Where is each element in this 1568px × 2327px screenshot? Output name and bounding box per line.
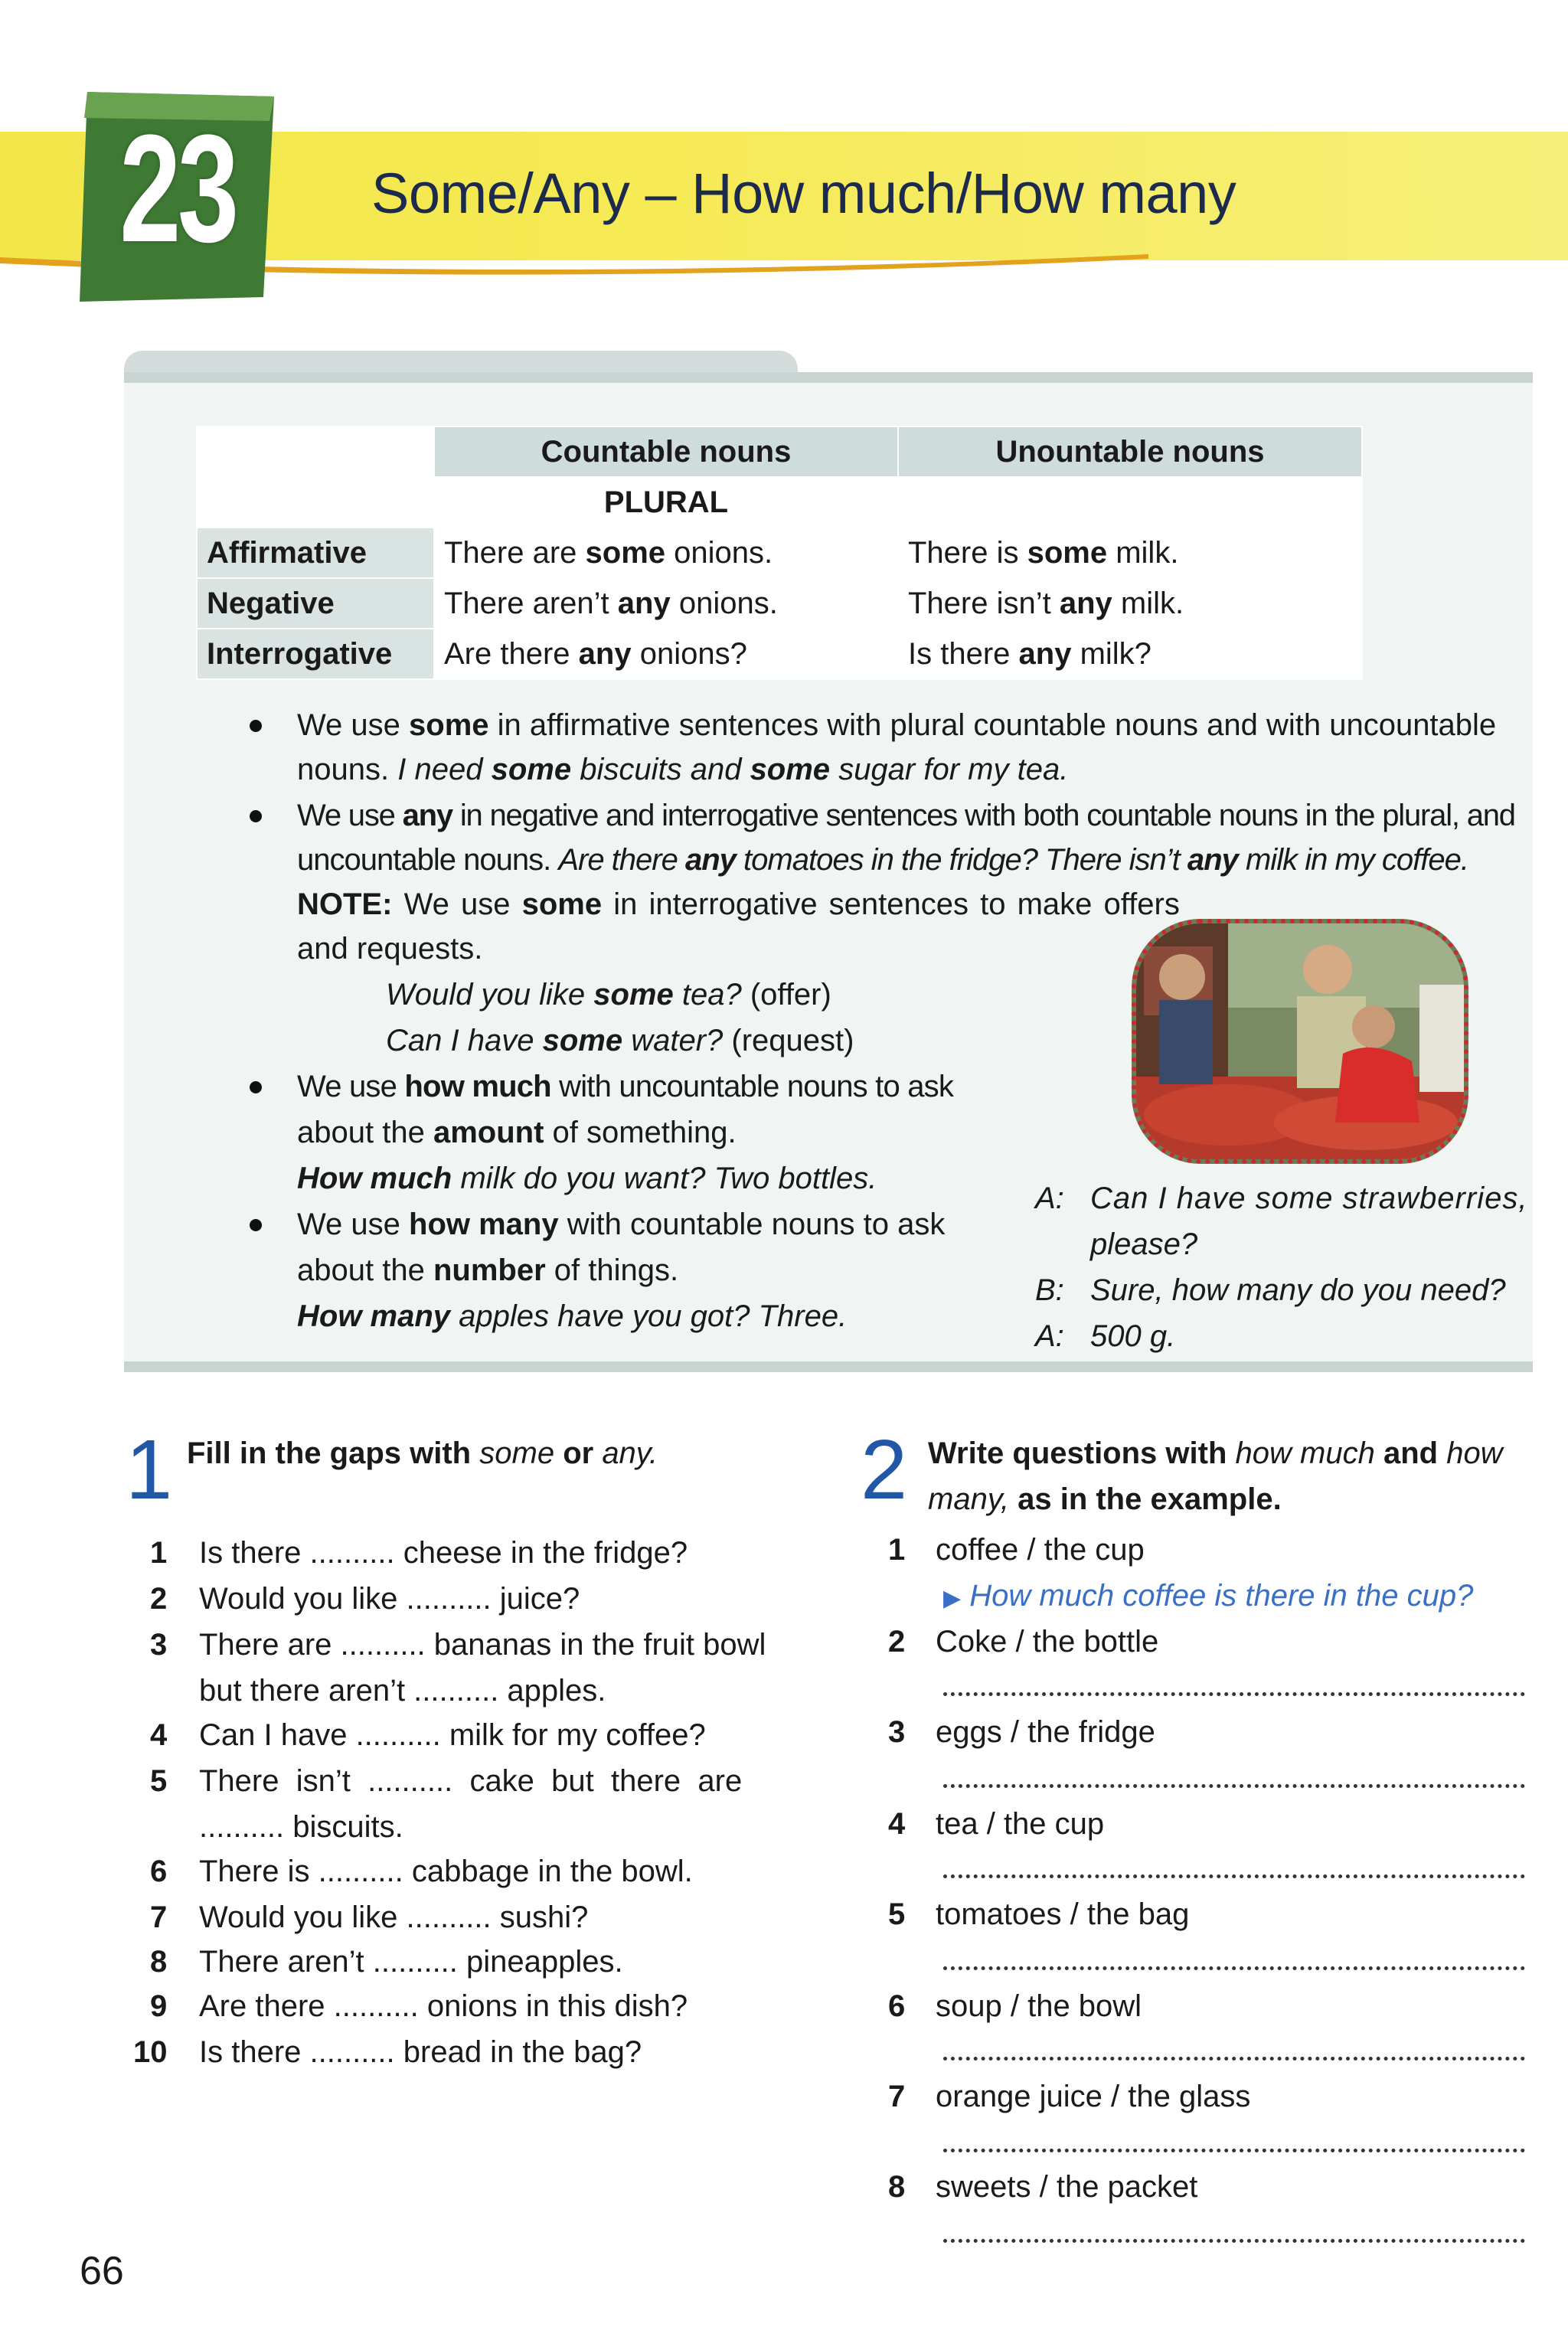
ex1-item-text: Would you like .......... juice?: [199, 1582, 580, 1616]
market-photo: [1132, 919, 1468, 1164]
table-keyword: some: [1027, 536, 1108, 570]
ex2-item-number: 5: [888, 1897, 906, 1931]
instruction-text: as in the example.: [1018, 1482, 1282, 1516]
ex2-item-number: 4: [888, 1807, 906, 1841]
ex1-item-number: 7: [150, 1900, 168, 1934]
answer-line[interactable]: [943, 1784, 1525, 1788]
ex2-item-number: 6: [888, 1989, 906, 2023]
cell-text: There is some milk.: [908, 536, 1179, 570]
rule-1-line-2: [297, 747, 1068, 792]
rule-example: I need: [397, 753, 483, 786]
row-label: Negative: [197, 578, 434, 629]
instruction-text: Fill in the gaps with: [187, 1436, 472, 1470]
instruction-keyword: any.: [602, 1436, 658, 1470]
rule-keyword: how many: [409, 1208, 559, 1241]
exercise-1-instruction: [187, 1430, 658, 1476]
rule-keyword: amount: [433, 1116, 544, 1149]
rule-text: We use: [297, 799, 395, 832]
ex1-item-number: 6: [150, 1855, 168, 1888]
dialogue-line: 500 g.: [1090, 1319, 1176, 1353]
rule-text: about the: [297, 1116, 425, 1149]
rule-text: with countable nouns to ask: [567, 1208, 946, 1241]
rule-text: We use: [297, 708, 400, 742]
ex1-item-text: There aren’t .......... pineapples.: [199, 1945, 623, 1979]
cell-uncountable: [898, 629, 1362, 679]
rule-keyword: some: [521, 887, 603, 921]
rule-4-line-2: [297, 1248, 678, 1293]
ex1-item-number: 10: [133, 2035, 168, 2069]
ex2-item-number: 1: [888, 1533, 906, 1567]
grammar-table: [196, 426, 1363, 680]
instruction-keyword: many,: [928, 1482, 1009, 1516]
instruction-keyword: how much: [1235, 1436, 1375, 1470]
instruction-text: and: [1383, 1436, 1439, 1470]
exercise-2-instruction-line-2: [928, 1476, 1282, 1522]
exercise-2-number: 2: [861, 1423, 908, 1517]
cell-countable: [434, 528, 898, 578]
rule-2-line-1: [297, 793, 1515, 838]
rule-example: apples have you got? Three.: [459, 1299, 848, 1333]
ex2-item-number: 7: [888, 2080, 906, 2113]
answer-line[interactable]: [943, 1692, 1525, 1696]
note-example-offer: [386, 972, 831, 1017]
page-number: 66: [80, 2249, 124, 2293]
dialogue-line: Can I have some strawberries,: [1090, 1181, 1528, 1215]
dialogue-line: please?: [1090, 1227, 1198, 1261]
rule-example: water?: [631, 1024, 724, 1057]
rule-text: in interrogative sentences to make offers: [613, 887, 1180, 921]
ex2-example: [943, 1573, 1473, 1622]
note-example-request: [386, 1018, 854, 1063]
rule-3-line-1: [297, 1064, 953, 1109]
dialogue-speaker: A:: [1035, 1181, 1064, 1215]
ex1-item-number: 3: [150, 1628, 168, 1662]
ex1-item-number: 4: [150, 1718, 168, 1752]
cell-text: There isn’t any milk.: [908, 587, 1184, 620]
ex1-item-text-cont: but there aren’t .......... apples.: [199, 1674, 606, 1708]
rule-keyword: any: [1187, 843, 1238, 877]
rule-keyword: some: [542, 1024, 623, 1057]
cell-text: Is there any milk?: [908, 637, 1152, 671]
ex1-item-text: Are there .......... onions in this dish?: [199, 1989, 688, 2023]
ex2-item-text: eggs / the fridge: [936, 1715, 1155, 1749]
table-keyword: any: [578, 637, 632, 671]
ex1-item-number: 1: [150, 1536, 168, 1570]
bullet-icon: [250, 1219, 262, 1231]
answer-line[interactable]: [943, 2057, 1525, 2061]
ex1-item-text: Is there .......... bread in the bag?: [199, 2035, 642, 2069]
ex1-item-text: There is .......... cabbage in the bowl.: [199, 1855, 693, 1888]
rule-example: tea?: [681, 978, 742, 1012]
play-arrow-icon: ▶: [943, 1586, 962, 1611]
cell-countable: [434, 629, 898, 679]
table-keyword: any: [1018, 637, 1072, 671]
cell-text: Are there any onions?: [444, 637, 747, 671]
market-photo-illustration: [1136, 923, 1468, 1164]
exercise-1-number: 1: [126, 1423, 173, 1517]
ex1-item-text: Would you like .......... sushi?: [199, 1900, 589, 1934]
rule-text: We use: [297, 1070, 397, 1103]
rule-example: Are there: [558, 843, 678, 877]
table-keyword: any: [617, 587, 671, 620]
rule-text: (request): [731, 1024, 854, 1057]
ex1-item-text: There isn’t .......... cake but there are: [199, 1764, 743, 1798]
ex2-item-text: sweets / the packet: [936, 2170, 1198, 2204]
instruction-keyword: how: [1446, 1436, 1503, 1470]
rule-1-line-1: [297, 703, 1496, 747]
instruction-keyword: some: [479, 1436, 555, 1470]
exercise-2-instruction-line-1: [928, 1430, 1503, 1476]
rule-text: uncountable nouns.: [297, 843, 551, 877]
answer-line[interactable]: [943, 2149, 1525, 2152]
rule-keyword: some: [593, 978, 674, 1012]
rule-text: and requests.: [297, 932, 483, 966]
table-keyword: any: [1059, 587, 1112, 620]
table-row: [197, 578, 1362, 629]
ex1-item-number: 5: [150, 1764, 168, 1798]
cell-uncountable: [898, 528, 1362, 578]
rule-text: (offer): [750, 978, 831, 1012]
rule-keyword: some: [750, 753, 831, 786]
cell-countable: [434, 578, 898, 629]
rule-text: in negative and interrogative sentences with both countable nouns in the plural, and: [459, 799, 1515, 832]
rule-text: nouns.: [297, 753, 390, 786]
rule-example: biscuits and: [580, 753, 742, 786]
rule-text: in affirmative sentences with plural countable nouns and with uncountable: [497, 708, 1497, 742]
rule-keyword: any: [684, 843, 736, 877]
rule-example: tomatoes in the fridge? There isn’t: [743, 843, 1180, 877]
rule-2-line-2: [297, 838, 1468, 882]
unit-number: 23: [119, 103, 236, 274]
bullet-icon: [250, 720, 262, 732]
rule-example: Would you like: [386, 978, 586, 1012]
rule-keyword: number: [433, 1253, 546, 1287]
ex1-item-number: 9: [150, 1989, 168, 2023]
col-subheader-plural: PLURAL: [434, 477, 898, 528]
row-label: Affirmative: [197, 528, 434, 578]
rule-example: milk do you want? Two bottles.: [460, 1162, 877, 1195]
rule-keyword: some: [491, 753, 572, 786]
cell-text: There aren’t any onions.: [444, 587, 778, 620]
table-corner: [197, 427, 434, 528]
dialogue-speaker: A:: [1035, 1319, 1064, 1353]
rule-4-line-1: [297, 1202, 945, 1247]
rule-keyword: How many: [297, 1299, 451, 1333]
rule-3-example: [297, 1156, 877, 1201]
rule-example: Can I have: [386, 1024, 534, 1057]
ex1-item-number: 2: [150, 1582, 168, 1616]
ex2-item-text: orange juice / the glass: [936, 2080, 1251, 2113]
dialogue-line: Sure, how many do you need?: [1090, 1273, 1506, 1307]
rule-text: of things.: [554, 1253, 679, 1287]
ex1-item-text: There are .......... bananas in the fruit bowl: [199, 1628, 766, 1662]
ex2-item-number: 2: [888, 1625, 906, 1659]
ex1-item-number: 8: [150, 1945, 168, 1979]
rule-3-line-2: [297, 1110, 737, 1155]
ex2-item-text: soup / the bowl: [936, 1989, 1142, 2023]
unit-title: Some/Any – How much/How many: [371, 162, 1236, 225]
note-line-2: [297, 927, 482, 971]
rule-text: with uncountable nouns to ask: [559, 1070, 954, 1103]
col-header-uncountable: Unountable nouns: [898, 427, 1362, 477]
rule-4-example: [297, 1294, 847, 1338]
answer-line[interactable]: [943, 2239, 1525, 2243]
rule-text: We use: [403, 887, 511, 921]
ex1-item-text-cont: .......... biscuits.: [199, 1810, 403, 1844]
table-empty-cell: [898, 477, 1362, 528]
cell-uncountable: [898, 578, 1362, 629]
table-row: [197, 528, 1362, 578]
instruction-text: Write questions with: [928, 1436, 1227, 1470]
answer-line[interactable]: [943, 1874, 1525, 1878]
rule-keyword: How much: [297, 1162, 452, 1195]
rule-text: We use: [297, 1208, 400, 1241]
ex2-item-text: tea / the cup: [936, 1807, 1105, 1841]
bullet-icon: [250, 810, 262, 822]
table-row: [197, 629, 1362, 679]
rule-text: of something.: [552, 1116, 737, 1149]
ex1-item-text: Can I have .......... milk for my coffee?: [199, 1718, 706, 1752]
col-header-countable: Countable nouns: [434, 427, 898, 477]
ex1-item-text: Is there .......... cheese in the fridge?: [199, 1536, 688, 1570]
note-line-1: [297, 882, 1180, 927]
ex2-item-number: 8: [888, 2170, 906, 2204]
rule-keyword: how much: [404, 1070, 551, 1103]
note-label: NOTE:: [297, 887, 393, 921]
cell-text: There are some onions.: [444, 536, 773, 570]
ex2-item-text: Coke / the bottle: [936, 1625, 1159, 1659]
ex2-item-number: 3: [888, 1715, 906, 1749]
dialogue-speaker: B:: [1035, 1273, 1064, 1307]
row-label: Interrogative: [197, 629, 434, 679]
instruction-text: or: [563, 1436, 594, 1470]
bullet-icon: [250, 1081, 262, 1093]
rule-keyword: some: [409, 708, 489, 742]
rule-text: about the: [297, 1253, 425, 1287]
table-keyword: some: [585, 536, 666, 570]
rule-example: sugar for my tea.: [838, 753, 1069, 786]
answer-line[interactable]: [943, 1966, 1525, 1970]
ex2-item-text: tomatoes / the bag: [936, 1897, 1190, 1931]
example-text: How much coffee is there in the cup?: [969, 1579, 1474, 1613]
ex2-item-text: coffee / the cup: [936, 1533, 1145, 1567]
rule-keyword: any: [402, 799, 452, 832]
rule-example: milk in my coffee.: [1245, 843, 1468, 877]
